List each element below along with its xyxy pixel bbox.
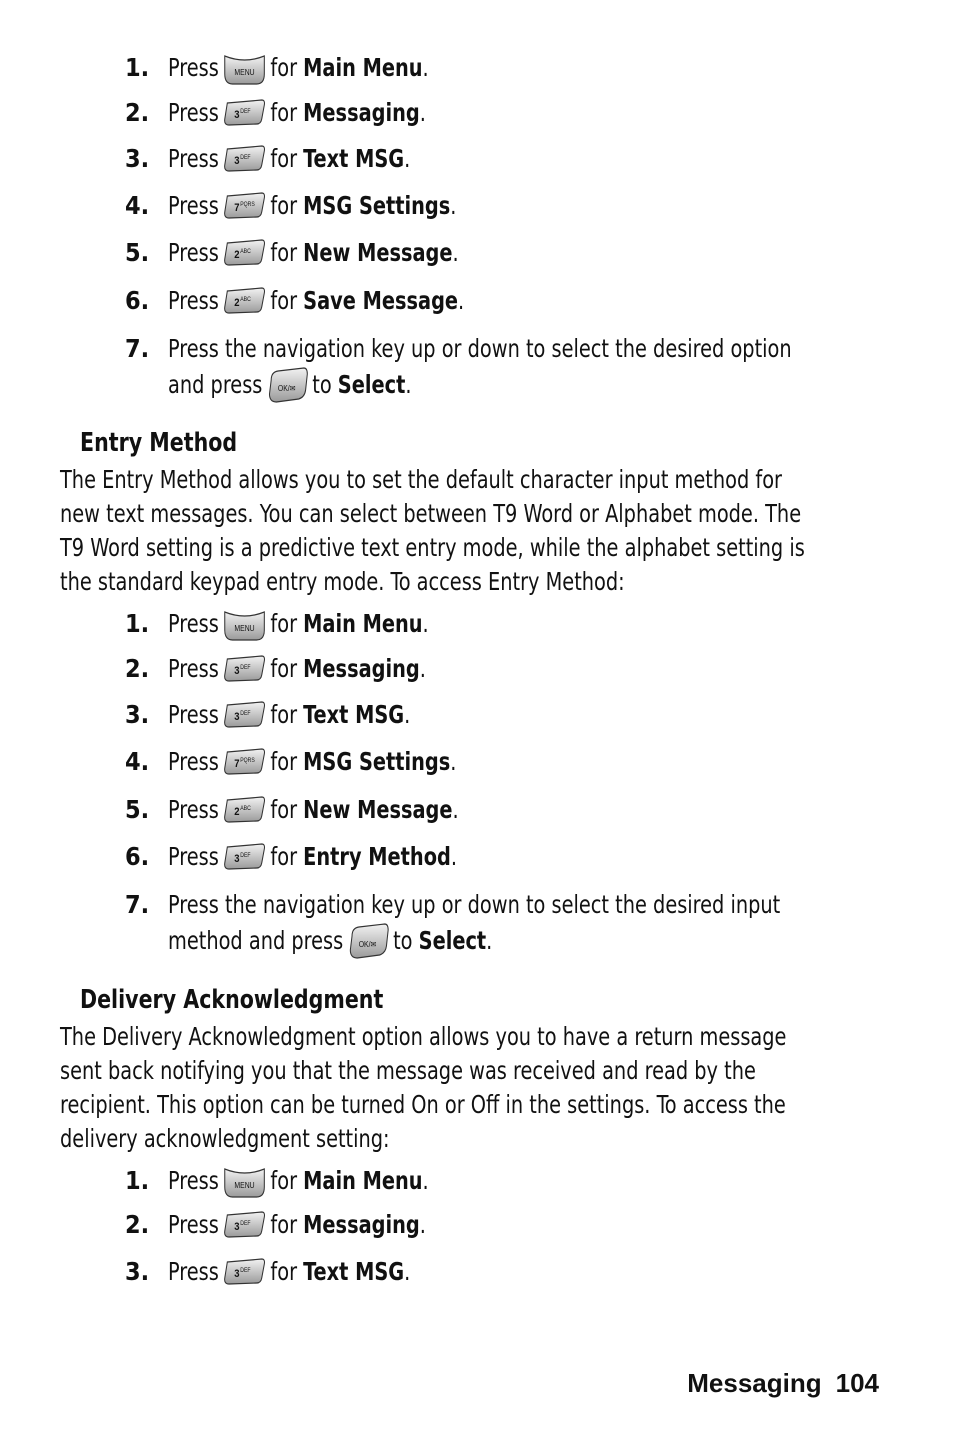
svg-text:DEF: DEF [240,1267,251,1275]
step-2: 2. Press 3 DEF for Messaging. [0,91,954,135]
step-text: to [393,926,413,955]
section-name: Messaging [687,1368,822,1398]
step-target: Main Menu [303,53,423,82]
key-3def-icon [222,653,267,683]
step-text: Press [168,53,219,82]
step-text: for [270,654,298,683]
key-7pqrs-icon [222,190,267,220]
step-number: 4. [125,191,150,220]
step-target: Messaging [303,98,420,127]
step-5: 5. Press 2 ABC for New Message. [0,788,954,832]
svg-text:DEF: DEF [240,852,251,860]
step-text: for [270,795,298,824]
step-text: for [270,286,298,315]
key-2abc-icon [222,285,267,315]
step-text: for [270,1257,298,1286]
step-7: 7. Press the navigation key up or down to select the desired option and press OK/✉ to Select. [0,327,954,407]
step-target: Text MSG [303,700,405,729]
svg-text:ABC: ABC [240,248,251,256]
step-number: 4. [125,747,150,776]
step-text: Press [168,700,219,729]
key-3def-icon [222,143,267,173]
step-2: 2. Press 3 DEF for Messaging. [0,1203,954,1247]
step-text: Press [168,1257,219,1286]
delivery-ack-heading: Delivery Acknowledgment [80,985,384,1015]
svg-text:PQRS: PQRS [240,201,255,209]
svg-text:DEF: DEF [240,108,251,116]
step-3: 3. Press 3 DEF for Text MSG. [0,137,954,181]
step-number: 2. [125,98,150,127]
key-7pqrs-icon [222,746,267,776]
ok-key-icon [266,366,309,402]
step-6: 6. Press 2 ABC for Save Message. [0,279,954,323]
step-number: 3. [125,700,150,729]
menu-key-icon [222,52,267,82]
delivery-ack-description: The Delivery Acknowledgment option allows you to have a return message sent back notifying you that the message was received and read by the recipient. This option can be turned On or Off in the settings. To access the delivery acknowledgment setting: [60,1022,787,1153]
key-2abc-icon [222,794,267,824]
step-1: 1. Press MENU for Main Menu. [0,46,954,90]
step-text: Press [168,842,219,871]
step-text: Press the navigation key up or down to select the desired input [168,890,781,919]
step-target: Entry Method [303,842,451,871]
svg-text:PQRS: PQRS [240,757,255,765]
svg-text:OK/✉: OK/✉ [358,939,377,950]
step-text: Press [168,144,219,173]
page-number: 104 [835,1368,879,1398]
step-target: Text MSG [303,144,405,173]
step-number: 3. [125,1257,150,1286]
step-6: 6. Press 3 DEF for Entry Method. [0,835,954,879]
key-3def-icon [222,1256,267,1286]
key-3def-icon [222,699,267,729]
step-number: 2. [125,654,150,683]
svg-text:MENU: MENU [234,67,255,78]
step-target: Messaging [303,654,420,683]
step-text: Press [168,1166,219,1195]
step-number: 2. [125,1210,150,1239]
step-text: Press [168,286,219,315]
step-text: Press the navigation key up or down to select the desired option [168,334,792,363]
step-text: for [270,144,298,173]
svg-text:ABC: ABC [240,805,251,813]
step-text: to [312,370,332,399]
svg-text:DEF: DEF [240,710,251,718]
step-text: Press [168,238,219,267]
step-number: 6. [125,842,150,871]
step-number: 3. [125,144,150,173]
step-target: Messaging [303,1210,420,1239]
step-1: 1. Press MENU for Main Menu. [0,1159,954,1203]
step-7: 7. Press the navigation key up or down to select the desired input method and press OK/✉ to Select. [0,883,954,963]
step-text: for [270,1210,298,1239]
svg-text:3: 3 [234,665,240,678]
menu-key-icon [222,1165,267,1195]
step-target: New Message [303,238,453,267]
step-target: MSG Settings [303,747,451,776]
key-3def-icon [222,1209,267,1239]
step-text: for [270,98,298,127]
svg-text:7: 7 [234,758,240,771]
step-target: Main Menu [303,1166,423,1195]
ok-key-icon [347,922,390,958]
svg-text:7: 7 [234,202,240,215]
step-text: for [270,842,298,871]
svg-text:3: 3 [234,853,240,866]
step-number: 5. [125,795,150,824]
menu-key-icon [222,608,267,638]
svg-text:DEF: DEF [240,664,251,672]
step-5: 5. Press 2 ABC for New Message. [0,231,954,275]
svg-text:3: 3 [234,155,240,168]
svg-text:OK/✉: OK/✉ [277,383,296,394]
step-text: Press [168,1210,219,1239]
svg-text:2: 2 [234,249,240,262]
svg-text:MENU: MENU [234,623,255,634]
step-number: 1. [125,1166,150,1195]
svg-text:MENU: MENU [234,1180,255,1191]
step-3: 3. Press 3 DEF for Text MSG. [0,1250,954,1294]
key-2abc-icon [222,237,267,267]
step-number: 1. [125,609,150,638]
step-text: for [270,238,298,267]
step-target: Select [337,370,406,399]
step-target: MSG Settings [303,191,451,220]
step-text: Press [168,747,219,776]
step-4: 4. Press 7 PQRS for MSG Settings. [0,740,954,784]
step-text: and press [168,370,263,399]
step-number: 5. [125,238,150,267]
key-3def-icon [222,97,267,127]
svg-text:DEF: DEF [240,154,251,162]
step-number: 1. [125,53,150,82]
step-text: Press [168,795,219,824]
step-4: 4. Press 7 PQRS for MSG Settings. [0,184,954,228]
svg-text:3: 3 [234,1221,240,1234]
step-text: Press [168,191,219,220]
svg-text:3: 3 [234,1268,240,1281]
step-target: Text MSG [303,1257,405,1286]
step-number: 6. [125,286,150,315]
svg-text:3: 3 [234,109,240,122]
entry-method-heading: Entry Method [80,428,238,458]
step-text: for [270,191,298,220]
entry-method-description: The Entry Method allows you to set the default character input method for new text messages. You can select between T9 Word or Alphabet mode. The T9 Word setting is a predictive text entry mode, while the alphabet setting is the standard keypad entry mode. To access Entry Method: [60,465,805,596]
svg-text:DEF: DEF [240,1220,251,1228]
step-text: for [270,747,298,776]
step-text: for [270,609,298,638]
key-3def-icon [222,841,267,871]
step-target: Main Menu [303,609,423,638]
step-text: Press [168,609,219,638]
step-target: Save Message [303,286,459,315]
step-text: for [270,700,298,729]
svg-text:3: 3 [234,711,240,724]
step-text: Press [168,98,219,127]
step-target: New Message [303,795,453,824]
step-2: 2. Press 3 DEF for Messaging. [0,647,954,691]
svg-text:2: 2 [234,806,240,819]
page-footer [687,1368,879,1399]
step-text: for [270,1166,298,1195]
step-1: 1. Press MENU for Main Menu. [0,602,954,646]
step-target: Select [418,926,487,955]
step-text: method and press [168,926,344,955]
step-number: 7. [125,334,150,363]
step-text: for [270,53,298,82]
svg-text:ABC: ABC [240,296,251,304]
step-number: 7. [125,890,150,919]
step-text: Press [168,654,219,683]
svg-text:2: 2 [234,297,240,310]
step-3: 3. Press 3 DEF for Text MSG. [0,693,954,737]
